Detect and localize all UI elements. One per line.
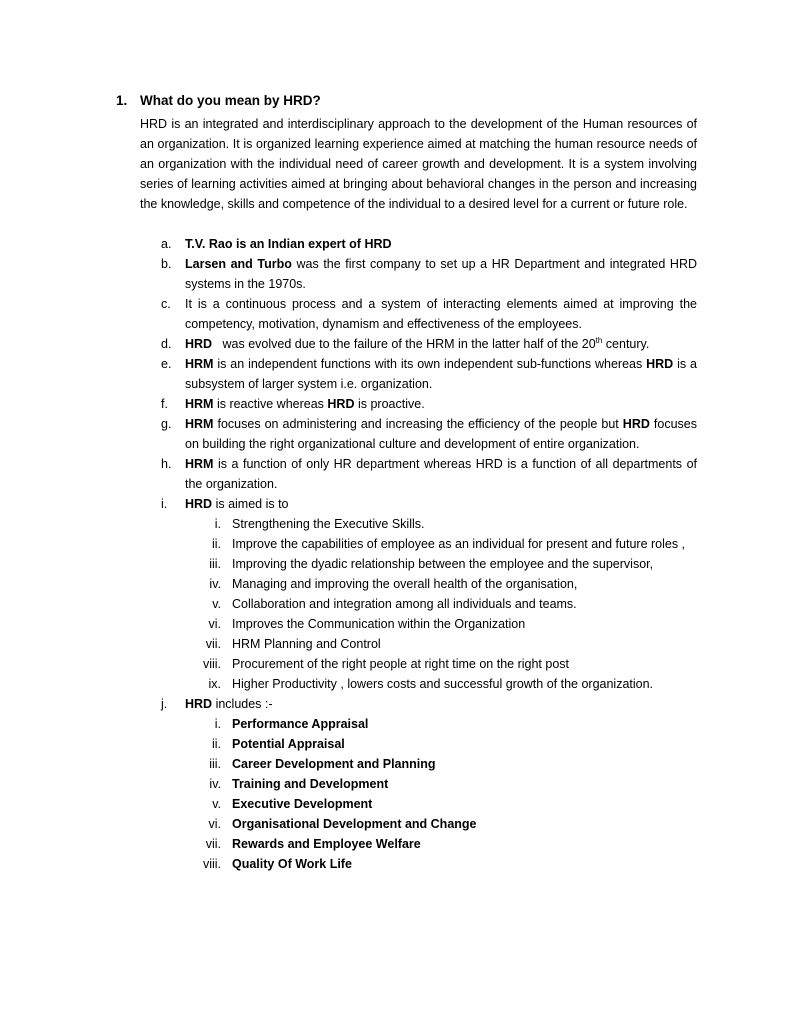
sublist-item: [185, 634, 697, 654]
item-text-bold: HRM: [185, 417, 214, 431]
question-title: What do you mean by HRD?: [140, 93, 321, 108]
sublist-text: Performance Appraisal: [232, 717, 369, 731]
list-marker: g.: [161, 417, 172, 431]
item-text-bold: HRD: [646, 357, 674, 371]
sublist-text: Quality Of Work Life: [232, 857, 352, 871]
sublist-marker: viii.: [202, 857, 221, 871]
sublist-item: [185, 534, 697, 554]
item-text: is aimed is to: [212, 497, 289, 511]
hrd-points-list: [140, 234, 697, 874]
superscript: th: [595, 335, 603, 345]
list-item-b: [140, 254, 697, 294]
list-item-d: [140, 334, 697, 354]
sublist-item: [185, 614, 697, 634]
list-marker: j.: [161, 697, 168, 711]
list-item-j: [140, 694, 697, 874]
list-item-h: [140, 454, 697, 494]
intro-paragraph: HRD is an integrated and interdisciplinary approach to the development of the Human resources of an organization. It is organized learning experience aimed at matching the human resource needs of an organization with the individual need of career growth and development. It is a system involving series of learning activities aimed at bringing about behavioral changes in the person and increasing the knowledge, skills and competence of the individual to a desired level for a current or future role.: [140, 117, 697, 211]
list-item-e: [140, 354, 697, 394]
list-marker: c.: [161, 297, 171, 311]
sublist-text: Executive Development: [232, 797, 373, 811]
item-text-bold: HRD: [185, 497, 213, 511]
item-text-bold: HRM: [185, 457, 214, 471]
list-item-a: [140, 234, 697, 254]
sublist-item: [185, 734, 697, 754]
list-marker: b.: [161, 257, 172, 271]
sublist-text: Improving the dyadic relationship between the employee and the supervisor,: [232, 557, 654, 571]
sublist-text: Rewards and Employee Welfare: [232, 837, 421, 851]
item-text: is proactive.: [354, 397, 425, 411]
sublist-marker: iii.: [209, 557, 221, 571]
list-marker: h.: [161, 457, 172, 471]
sublist-item: [185, 594, 697, 614]
sublist-text: Managing and improving the overall health of the organisation,: [232, 577, 578, 591]
hrd-includes-sublist: [185, 714, 697, 874]
sublist-marker: i.: [214, 517, 221, 531]
sublist-item: [185, 754, 697, 774]
sublist-marker: iii.: [209, 757, 221, 771]
item-text-bold: Larsen and Turbo: [185, 257, 292, 271]
item-text: includes :-: [212, 697, 273, 711]
sublist-text: Potential Appraisal: [232, 737, 345, 751]
item-text-bold: HRM: [185, 397, 214, 411]
sublist-item: [185, 574, 697, 594]
sublist-marker: ii.: [211, 737, 221, 751]
question-number: 1.: [116, 93, 128, 108]
item-text: is reactive whereas: [213, 397, 328, 411]
question-heading: [116, 93, 321, 108]
sublist-text: Organisational Development and Change: [232, 817, 477, 831]
list-marker: a.: [161, 237, 172, 251]
item-text: focuses on administering and increasing the efficiency of the people but: [213, 417, 623, 431]
sublist-marker: viii.: [202, 657, 221, 671]
item-text: century.: [602, 337, 650, 351]
sublist-text: Improve the capabilities of employee as an individual for present and future roles ,: [232, 537, 686, 551]
list-item-g: [140, 414, 697, 454]
list-item-f: [140, 394, 697, 414]
sublist-marker: vii.: [205, 837, 221, 851]
sublist-text: Improves the Communication within the Organization: [232, 617, 526, 631]
hrd-aims-sublist: [185, 514, 697, 694]
sublist-item: [185, 834, 697, 854]
sublist-marker: vii.: [205, 637, 221, 651]
sublist-item: [185, 674, 697, 694]
sublist-text: Strengthening the Executive Skills.: [232, 517, 425, 531]
sublist-text: Career Development and Planning: [232, 757, 436, 771]
item-text-bold: HRD: [185, 337, 213, 351]
sublist-marker: vi.: [208, 617, 221, 631]
sublist-text: Higher Productivity , lowers costs and successful growth of the organization.: [232, 677, 654, 691]
sublist-marker: v.: [212, 797, 221, 811]
item-text-bold: HRD: [327, 397, 355, 411]
sublist-text: Training and Development: [232, 777, 389, 791]
sublist-item: [185, 554, 697, 574]
sublist-text: HRM Planning and Control: [232, 637, 381, 651]
sublist-text: Collaboration and integration among all individuals and teams.: [232, 597, 577, 611]
sublist-text: Procurement of the right people at right time on the right post: [232, 657, 569, 671]
sublist-item: [185, 814, 697, 834]
item-text-bold: HRM: [185, 357, 214, 371]
sublist-marker: ix.: [208, 677, 221, 691]
sublist-item: [185, 514, 697, 534]
list-marker: d.: [161, 337, 172, 351]
item-text-bold: HRD: [622, 417, 650, 431]
sublist-marker: iv.: [209, 577, 221, 591]
list-item-i: [140, 494, 697, 694]
item-text-bold: HRD: [185, 697, 213, 711]
list-marker: f.: [161, 397, 168, 411]
sublist-marker: v.: [212, 597, 221, 611]
item-text: It is a continuous process and a system of interacting elements aimed at improving the competency, motivation, dynamism and effectiveness of the employees.: [185, 297, 697, 331]
list-marker: i.: [161, 497, 168, 511]
item-text: was evolved due to the failure of the HRM in the latter half of the 20: [212, 337, 596, 351]
item-text-bold: T.V. Rao is an Indian expert of HRD: [185, 237, 392, 251]
item-text: focuses on building the right organizational culture and development of entire organization.: [185, 417, 697, 451]
sublist-item: [185, 714, 697, 734]
list-item-c: [140, 294, 697, 334]
sublist-item: [185, 794, 697, 814]
sublist-marker: iv.: [209, 777, 221, 791]
item-text: is a function of only HR department whereas HRD is a function of all departments of the organization.: [185, 457, 697, 491]
item-text: is a subsystem of larger system i.e. organization.: [185, 357, 697, 391]
sublist-item: [185, 854, 697, 874]
sublist-item: [185, 654, 697, 674]
item-text: was the first company to set up a HR Department and integrated HRD systems in the 1970s.: [185, 257, 698, 291]
sublist-marker: vi.: [208, 817, 221, 831]
sublist-marker: i.: [214, 717, 221, 731]
sublist-item: [185, 774, 697, 794]
list-marker: e.: [161, 357, 172, 371]
sublist-marker: ii.: [211, 537, 221, 551]
item-text: is an independent functions with its own independent sub-functions whereas: [213, 357, 647, 371]
